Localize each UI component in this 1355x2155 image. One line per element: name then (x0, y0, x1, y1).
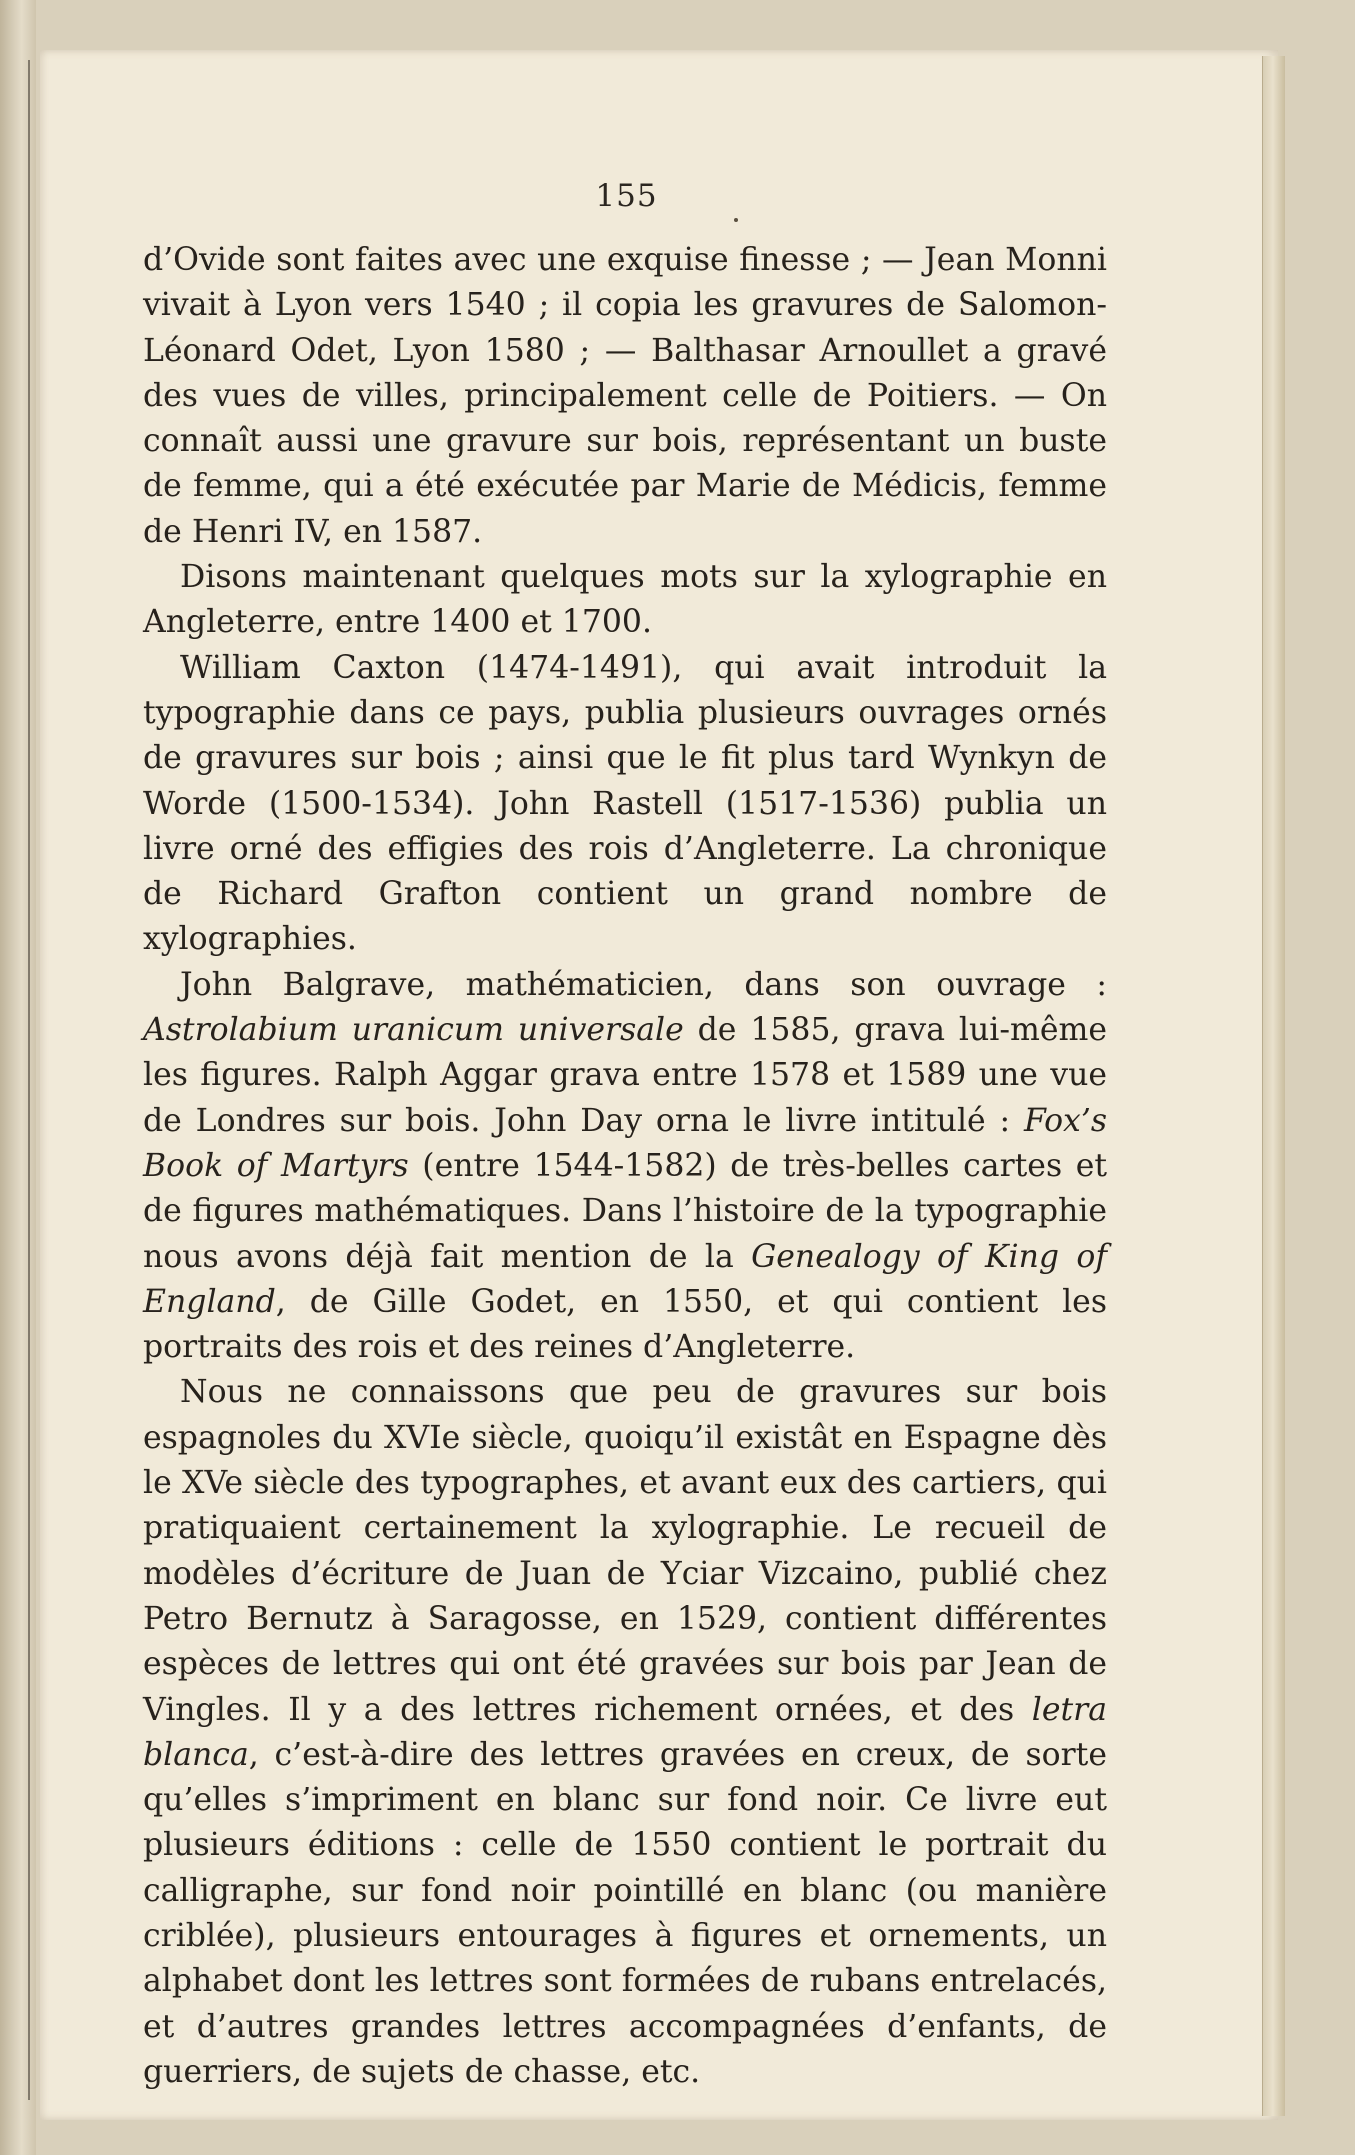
text-run: de 1585, grava lui-même les figures. Ralph Aggar grava entre 1578 et 1589 une vue de Londres sur bois. John Day orna le livre intitulé : (143, 1012, 1107, 1139)
text-run: Nous ne connaissons que peu de gravures sur bois espagnoles du XVIe siècle, quoiqu’il existât en Espagne dès le XVe siècle des typographes, et avant eux des cartiers, qui pratiquaient certainement la xylographie. Le recueil de modèles d’écriture de Juan de Yciar Vizcaino, publié chez Petro Bernutz à Saragosse, en 1529, contient différentes espèces de lettres qui ont été gravées sur bois par Jean de Vingles. Il y a des lettres richement ornées, et des (143, 1374, 1107, 1728)
text-run: William Caxton (1474-1491), qui avait introduit la typographie dans ce pays, publia plusieurs ouvrages ornés de gravures sur bois ; ainsi que le fit plus tard Wynkyn de Worde (1500-1534). John Rastell (1517-1536) publia un livre orné des effigies des rois d’Angleterre. La chronique de Richard Grafton contient un grand nombre de xylographies. (143, 649, 1107, 958)
page-fore-edge (1262, 56, 1285, 2116)
text-run: John Balgrave, mathématicien, dans son ouvrage : (180, 966, 1107, 1003)
text-run: (entre 1544-1582) de très-belles cartes et de figures mathématiques. Dans l’histoire de la typographie nous avons déjà fait mention de la (143, 1147, 1107, 1275)
paragraph (143, 238, 1107, 555)
book-spine-edge (0, 0, 36, 2155)
text-run: d’Ovide sont faites avec une exquise finesse ; — Jean Monni vivait à Lyon vers 1540 ; il copia les gravures de Salomon-Léonard Odet, Lyon 1580 ; — Balthasar Arnoullet a gravé des vues de villes, principalement celle de Poitiers. — On connaît aussi une gravure sur bois, représentant un buste de femme, qui a été exécutée par Marie de Médicis, femme de Henri IV, en 1587. (143, 242, 1107, 550)
paragraph (143, 555, 1107, 646)
text-run: Disons maintenant quelques mots sur la xylographie en Angleterre, entre 1400 et 1700. (143, 559, 1107, 641)
gutter-line (28, 60, 30, 2100)
paragraph (143, 646, 1107, 963)
paragraph (143, 963, 1107, 1371)
italic-title: letra blanca (143, 1691, 1107, 1773)
italic-title: Astrolabium uranicum universale (143, 1012, 684, 1049)
print-speck (734, 218, 738, 222)
body-text (143, 238, 1107, 2095)
text-run: , c’est-à-dire des lettres gravées en creux, de sorte qu’elles s’impriment en blanc sur fond noir. Ce livre eut plusieurs éditions : celle de 1550 contient le portrait du calligraphe, sur fond noir pointillé en blanc (ou manière criblée), plusieurs entourages à figures et ornements, un alphabet dont les lettres sont formées de rubans entrelacés, et d’autres grandes lettres accompagnées d’enfants, de guerriers, de sujets de chasse, etc. (143, 1736, 1107, 2090)
italic-title: Fox’s Book of Martyrs (143, 1102, 1107, 1184)
page-number: 155 (595, 178, 658, 214)
italic-title: Genealogy of King of England (143, 1238, 1107, 1320)
text-run: , de Gille Godet, en 1550, et qui contient les portraits des rois et des reines d’Angleterre. (143, 1283, 1107, 1366)
paragraph (143, 1370, 1107, 2095)
